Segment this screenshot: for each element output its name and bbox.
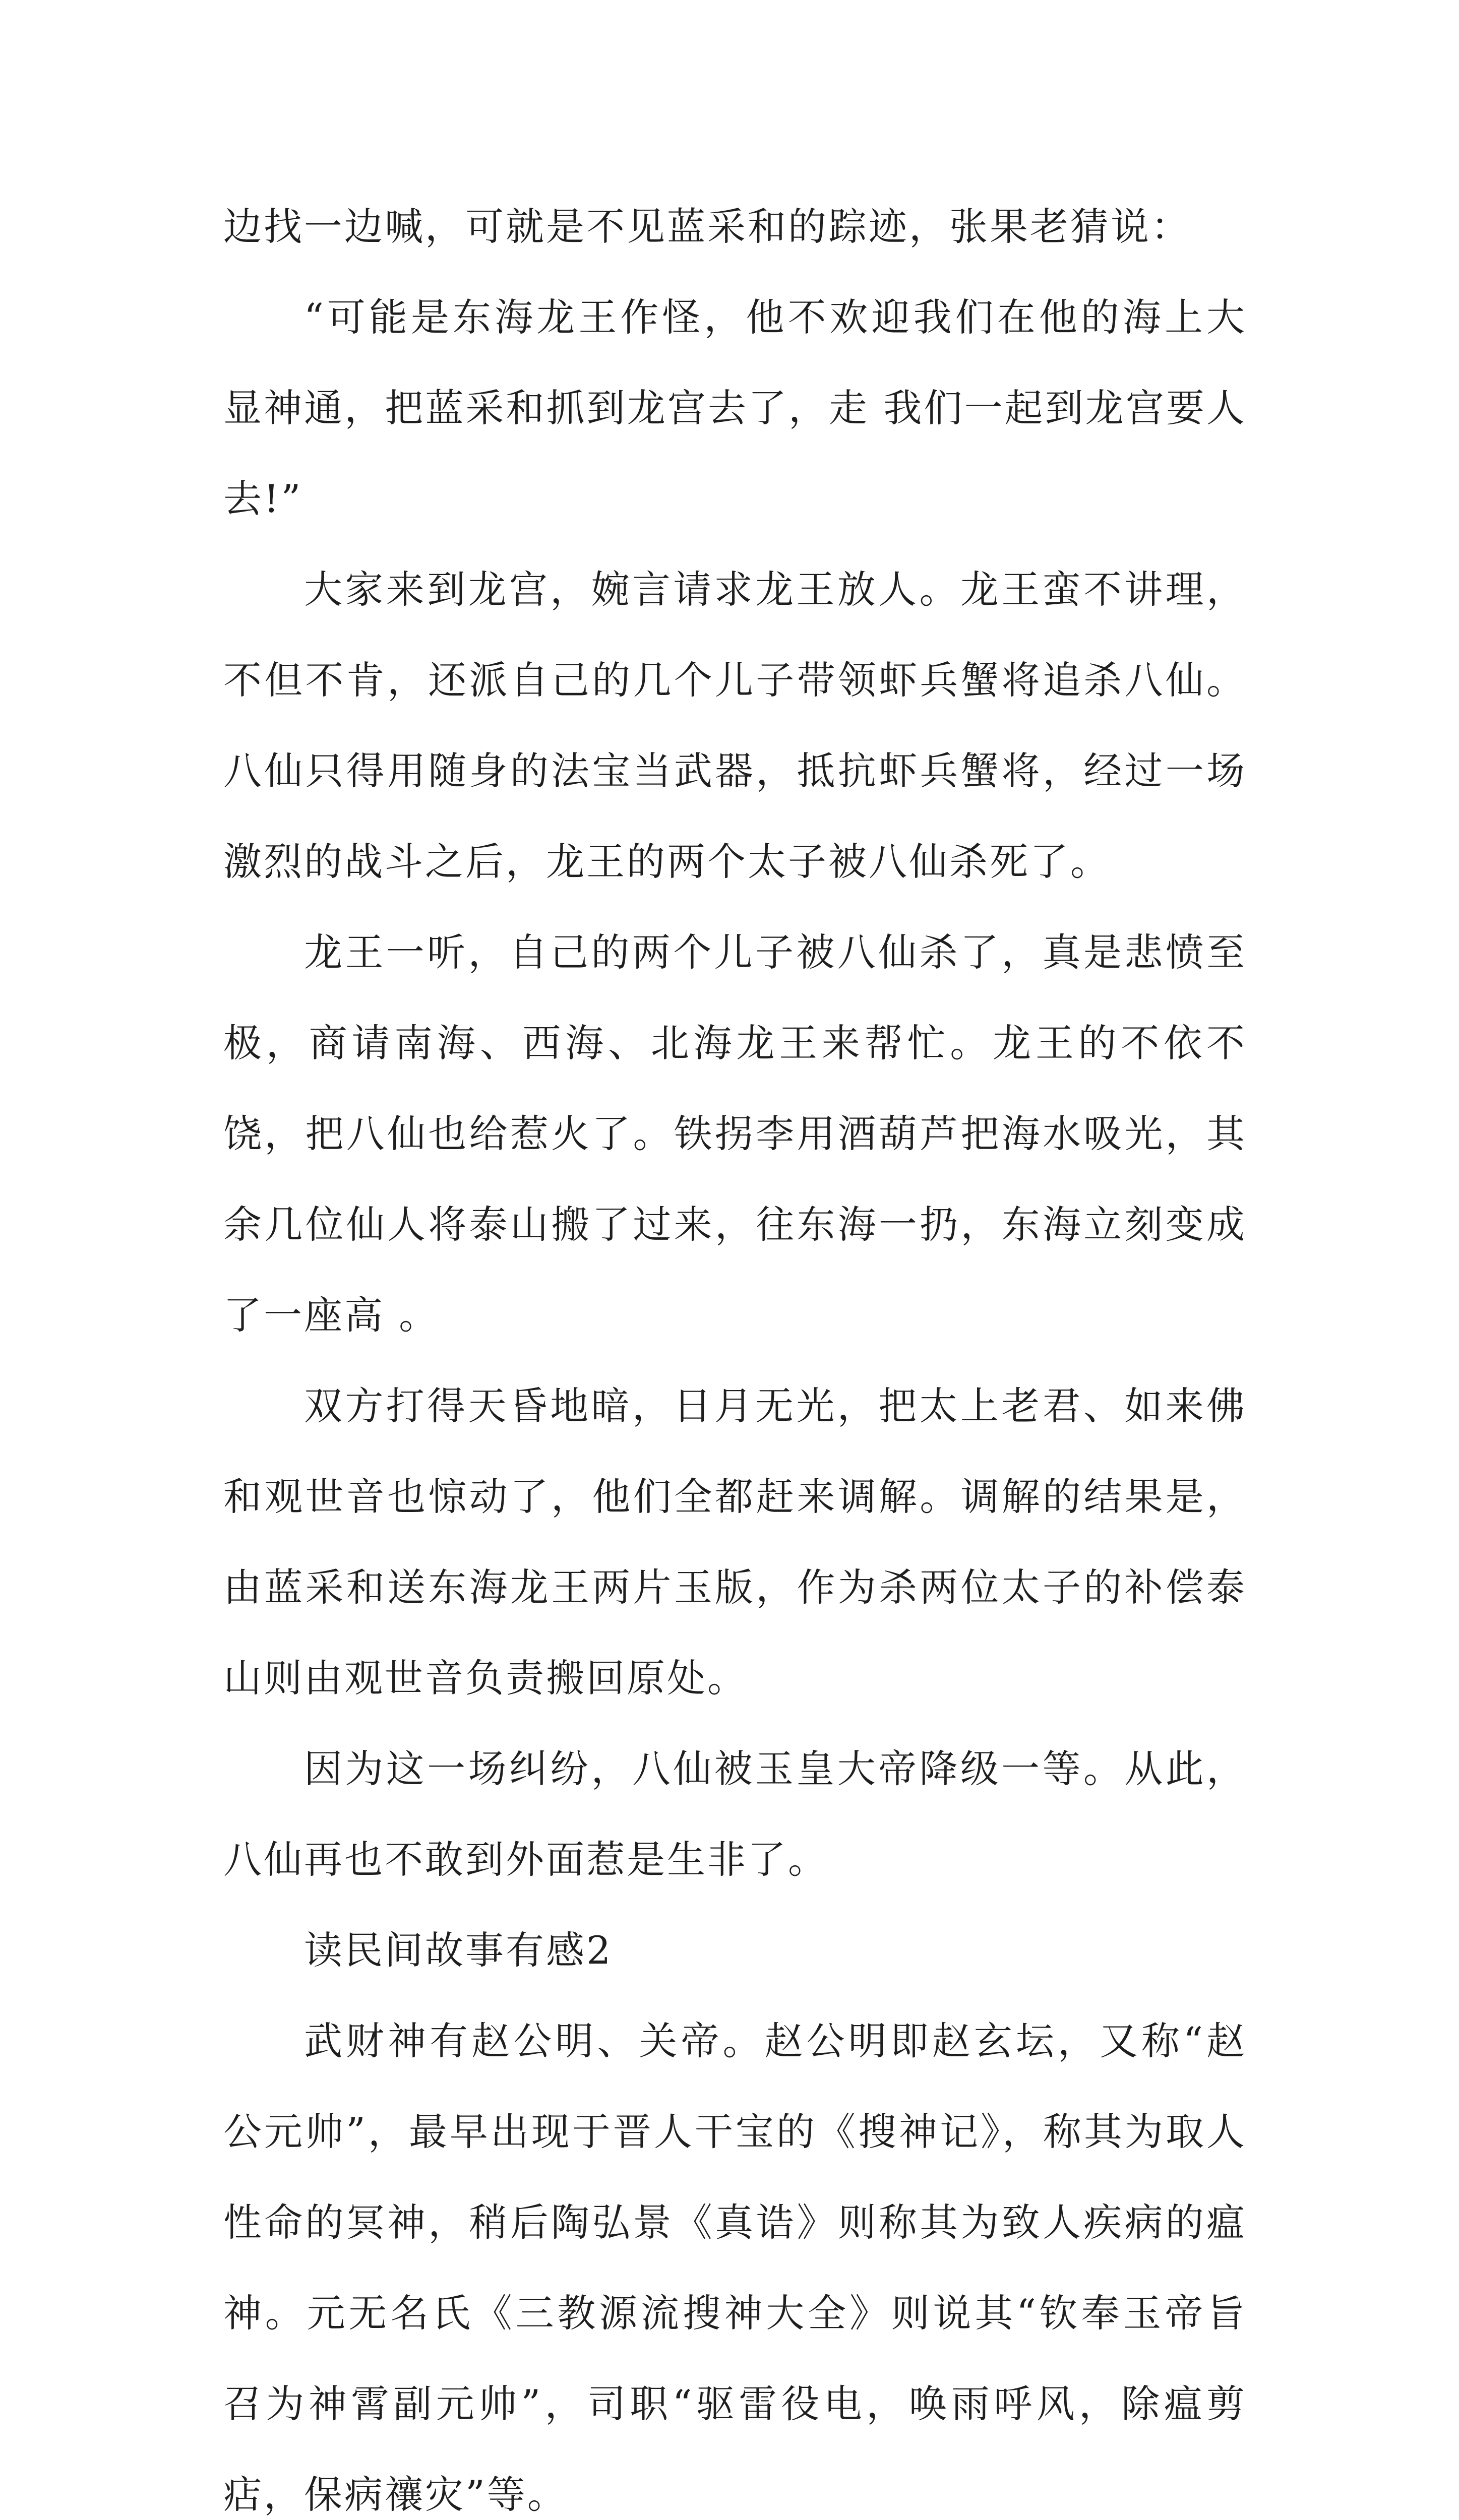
paragraph-2: “可能是东海龙王作怪，他不欢迎我们在他的海上大显神通，把蓝采和抓到龙宫去了，走 我们一起到龙宫要人去!” <box>223 295 1247 521</box>
document-body <box>223 181 1247 2520</box>
paragraph-5: 双方打得天昏地暗，日月无光，把太上老君、如来佛和观世音也惊动了，他们全都赶来调解。调解的结果是，由蓝采和送东海龙王两片玉版，作为杀两位太子的补偿泰山则由观世音负责搬回原处。 <box>223 1383 1247 1700</box>
paragraph-1: 边找一边喊，可就是不见蓝采和的踪迹，张果老猜说： <box>223 204 1191 249</box>
paragraph-6: 因为这一场纠纷，八仙被玉皇大帝降级一等。从此，八仙再也不敢到外面惹是生非了。 <box>223 1746 1247 1882</box>
paragraph-4: 龙王一听，自己的两个儿子被八仙杀了，真是悲愤至极，商请南海、西海、北海龙王来帮忙。龙王的不依不饶，把八仙也给惹火了。铁拐李用酒葫芦把海水吸光，其余几位仙人将泰山搬了过来，往东海一扔，东海立刻变成了一座高 。 <box>223 930 1247 1338</box>
paragraph-7: 武财神有赵公明、关帝。赵公明即赵玄坛，又称“赵公元帅”，最早出现于晋人干宝的《搜神记》，称其为取人性命的冥神，稍后陶弘景《真诰》则称其为致人疾病的瘟神。元无名氏《三教源流搜神大全》则说其“钦奉玉帝旨召为神霄副元帅”，司职“驱雷役电，唤雨呼风，除瘟剪痁，保病禳灾”等。 <box>223 2019 1247 2517</box>
paragraph-3: 大家来到龙宫，婉言请求龙王放人。龙王蛮不讲理，不但不肯，还派自己的几个儿子带领虾兵蟹将追杀八仙。八仙只得用随身的法宝当武器，抵抗虾兵蟹将，经过一场激烈的战斗之后，龙王的两个太子被八仙杀死了。 <box>223 567 1247 884</box>
section-heading: 读民间故事有感2 <box>304 1928 613 1973</box>
